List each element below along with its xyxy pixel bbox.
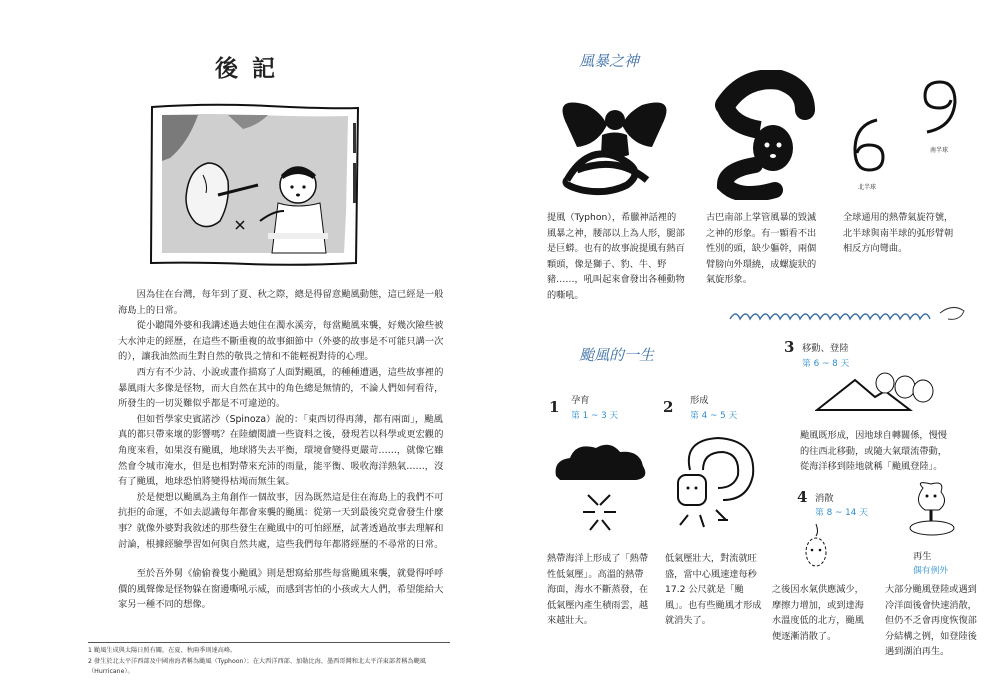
cuban-god-caption: 古巴南部上掌管風暴的毀滅之神的形象。有一顆看不出性別的頭，缺少軀幹，兩個臂膀向外環繞，成螺旋狀的氣旋形象。 — [706, 212, 817, 285]
stage-2-days: 第 4 ~ 5 天 — [690, 411, 738, 421]
paragraph: 西方有不少詩、小說或畫作描寫了人面對颶風，的種種遭遇，這些故事裡的暴風雨大多像是怪物，而大自然在其中的角色總是無情的，不論人們如何看待，所發生的一切災難似乎都是不可違逆的。 — [118, 366, 444, 410]
stage-4-illustration — [796, 520, 836, 579]
cyclone-symbol-north-icon — [847, 115, 892, 184]
stage-1-caption: 熱帶海洋上形成了「熱帶性低氣壓」。高溫的熱帶海面，海水不斷蒸發，在低氣壓內產生積雨雲，越來越壯大。 — [547, 553, 649, 626]
regen-days: 偶有例外 — [913, 566, 949, 576]
south-hemisphere-label: 南半球 — [930, 147, 949, 154]
paragraph: 於是便想以颱風為主角創作一個故事，因為既然這是住在海島上的我們不可抗拒的命運，不如去認識每年都會來襲的颱風：從第一天到最後究竟會發生什麼事？就像外婆對我敘述的那些發生在颱風中的可怕經歷，試著透過故事去理解和討論，根據經驗學習如何與自然共處，這些我們每年都將經歷的不尋常的日常。 — [118, 491, 444, 550]
cuban-god-illustration — [705, 70, 815, 204]
stage-1-days: 第 1 ~ 3 天 — [571, 411, 619, 421]
stage-3-name: 移動、登陸 — [802, 343, 849, 354]
regen-caption: 大部分颱風登陸或遇到冷洋面後會快速消散，但仍不乏會再度恢復部分結構之例，如登陸後遇到湖泊再生。 — [885, 584, 977, 657]
cyclone-symbol-south-icon — [915, 72, 965, 141]
paragraph: 至於吾外舅《偷偷養隻小颱風》則是想寫給那些每當颱風來襲，就覺得呼呼價的風聲像是怪物躲在窗邊嘶吼示威，而感到害怕的小孩或大人們，希望能給大家另一種不同的想像。 — [118, 568, 444, 611]
wave-divider — [728, 303, 968, 335]
stage-3-number: 3 — [784, 338, 795, 356]
paragraph: 但如哲學家史賓諾沙（Spinoza）說的：「東西切得再薄，都有兩面」，颱風真的都只帶來壞的影響嗎？在陸續閱讀一些資料之後，發現若以科學或更宏觀的角度來看，如果沒有颱風，地球將失去平衡，環境會變得更嚴苛……，就像它雖然會令城市淹水，但是也相對帶來充沛的雨量，能平衡、吸收海洋熱氣……，沒有了颱風，地球恐怕將變得枯竭而無生氣。 — [118, 413, 444, 488]
stage-2-illustration — [668, 430, 768, 549]
stage-4-name: 消散 — [815, 493, 834, 504]
illustration-boy-drawing — [148, 103, 362, 268]
footnote: 1 颱風生成與太陽日照有關，在夏、秋兩季則達高峰。 — [88, 647, 237, 654]
stage-4-days: 第 8 ~ 14 天 — [815, 508, 868, 518]
typhon-illustration — [547, 85, 682, 204]
paragraph: 從小聽聞外婆和我講述過去她住在濁水溪旁，每當颱風來襲，好幾次險些被大水沖走的經歷，在這些不斷重複的故事細節中（外婆的故事是不可能只講一次的），讓我油然而生對自然的敬畏之情和不能輕視對待的心理。 — [118, 320, 444, 363]
stage-2-number: 2 — [663, 398, 674, 416]
page-title: 後記 — [215, 55, 289, 82]
afterword-body — [118, 287, 448, 613]
stage-3-illustration — [815, 365, 935, 419]
typhon-caption: 提風（Typhon），希臘神話裡的風暴之神，腰部以上為人形，腿部是巨蟒。也有的故事說提風有熱百顆頭，像是獅子、豹、牛、野豬……，吼叫起來會發出各種動物的嘶吼。 — [547, 212, 685, 301]
stage-1-illustration — [548, 440, 653, 544]
footnotes — [88, 642, 450, 678]
regen-illustration — [905, 480, 960, 544]
stage-3-caption: 颱風既形成，因地球自轉關係，慢慢的往西北移動，或隨大氣環流帶動，從海洋移到陸地就稱「颱風登陸」。 — [800, 430, 947, 472]
stage-1-name: 孕育 — [571, 395, 590, 406]
stage-3-days: 第 6 ~ 8 天 — [802, 359, 850, 369]
stage-2-caption: 低氣壓壯大，對流就旺盛，當中心風速達每秒 17.2 公尺就是「颱風」。也有些颱風才形成就消失了。 — [665, 553, 762, 626]
life-cycle-heading: 颱風的一生 — [579, 346, 655, 364]
stage-1-number: 1 — [549, 398, 560, 416]
stage-4-caption: 之後因水氣供應減少，摩擦力增加，或到達海水溫度低的北方，颱風便逐漸消散了。 — [772, 584, 864, 642]
cyclone-symbol-caption: 全球通用的熱帶氣旋符號，北半球與南半球的弧形臂朝相反方向彎曲。 — [843, 212, 954, 254]
stage-2-name: 形成 — [690, 395, 709, 406]
footnote: 2 發生於北太平洋西部及中國南海者稱為颱風（Typhoon）；在大西洋西部、加勒比海、墨西哥灣和北太平洋東部者稱為颶風（Hurricane）。 — [88, 657, 426, 675]
north-hemisphere-label: 北半球 — [858, 184, 877, 191]
stage-4-number: 4 — [797, 488, 808, 506]
regen-name: 再生 — [913, 551, 932, 562]
paragraph: 因為住在台灣，每年到了夏、秋之際，總是得留意颱風動態，這已經是一般海島上的日常。 — [118, 289, 444, 316]
storm-god-heading: 風暴之神 — [579, 52, 640, 70]
